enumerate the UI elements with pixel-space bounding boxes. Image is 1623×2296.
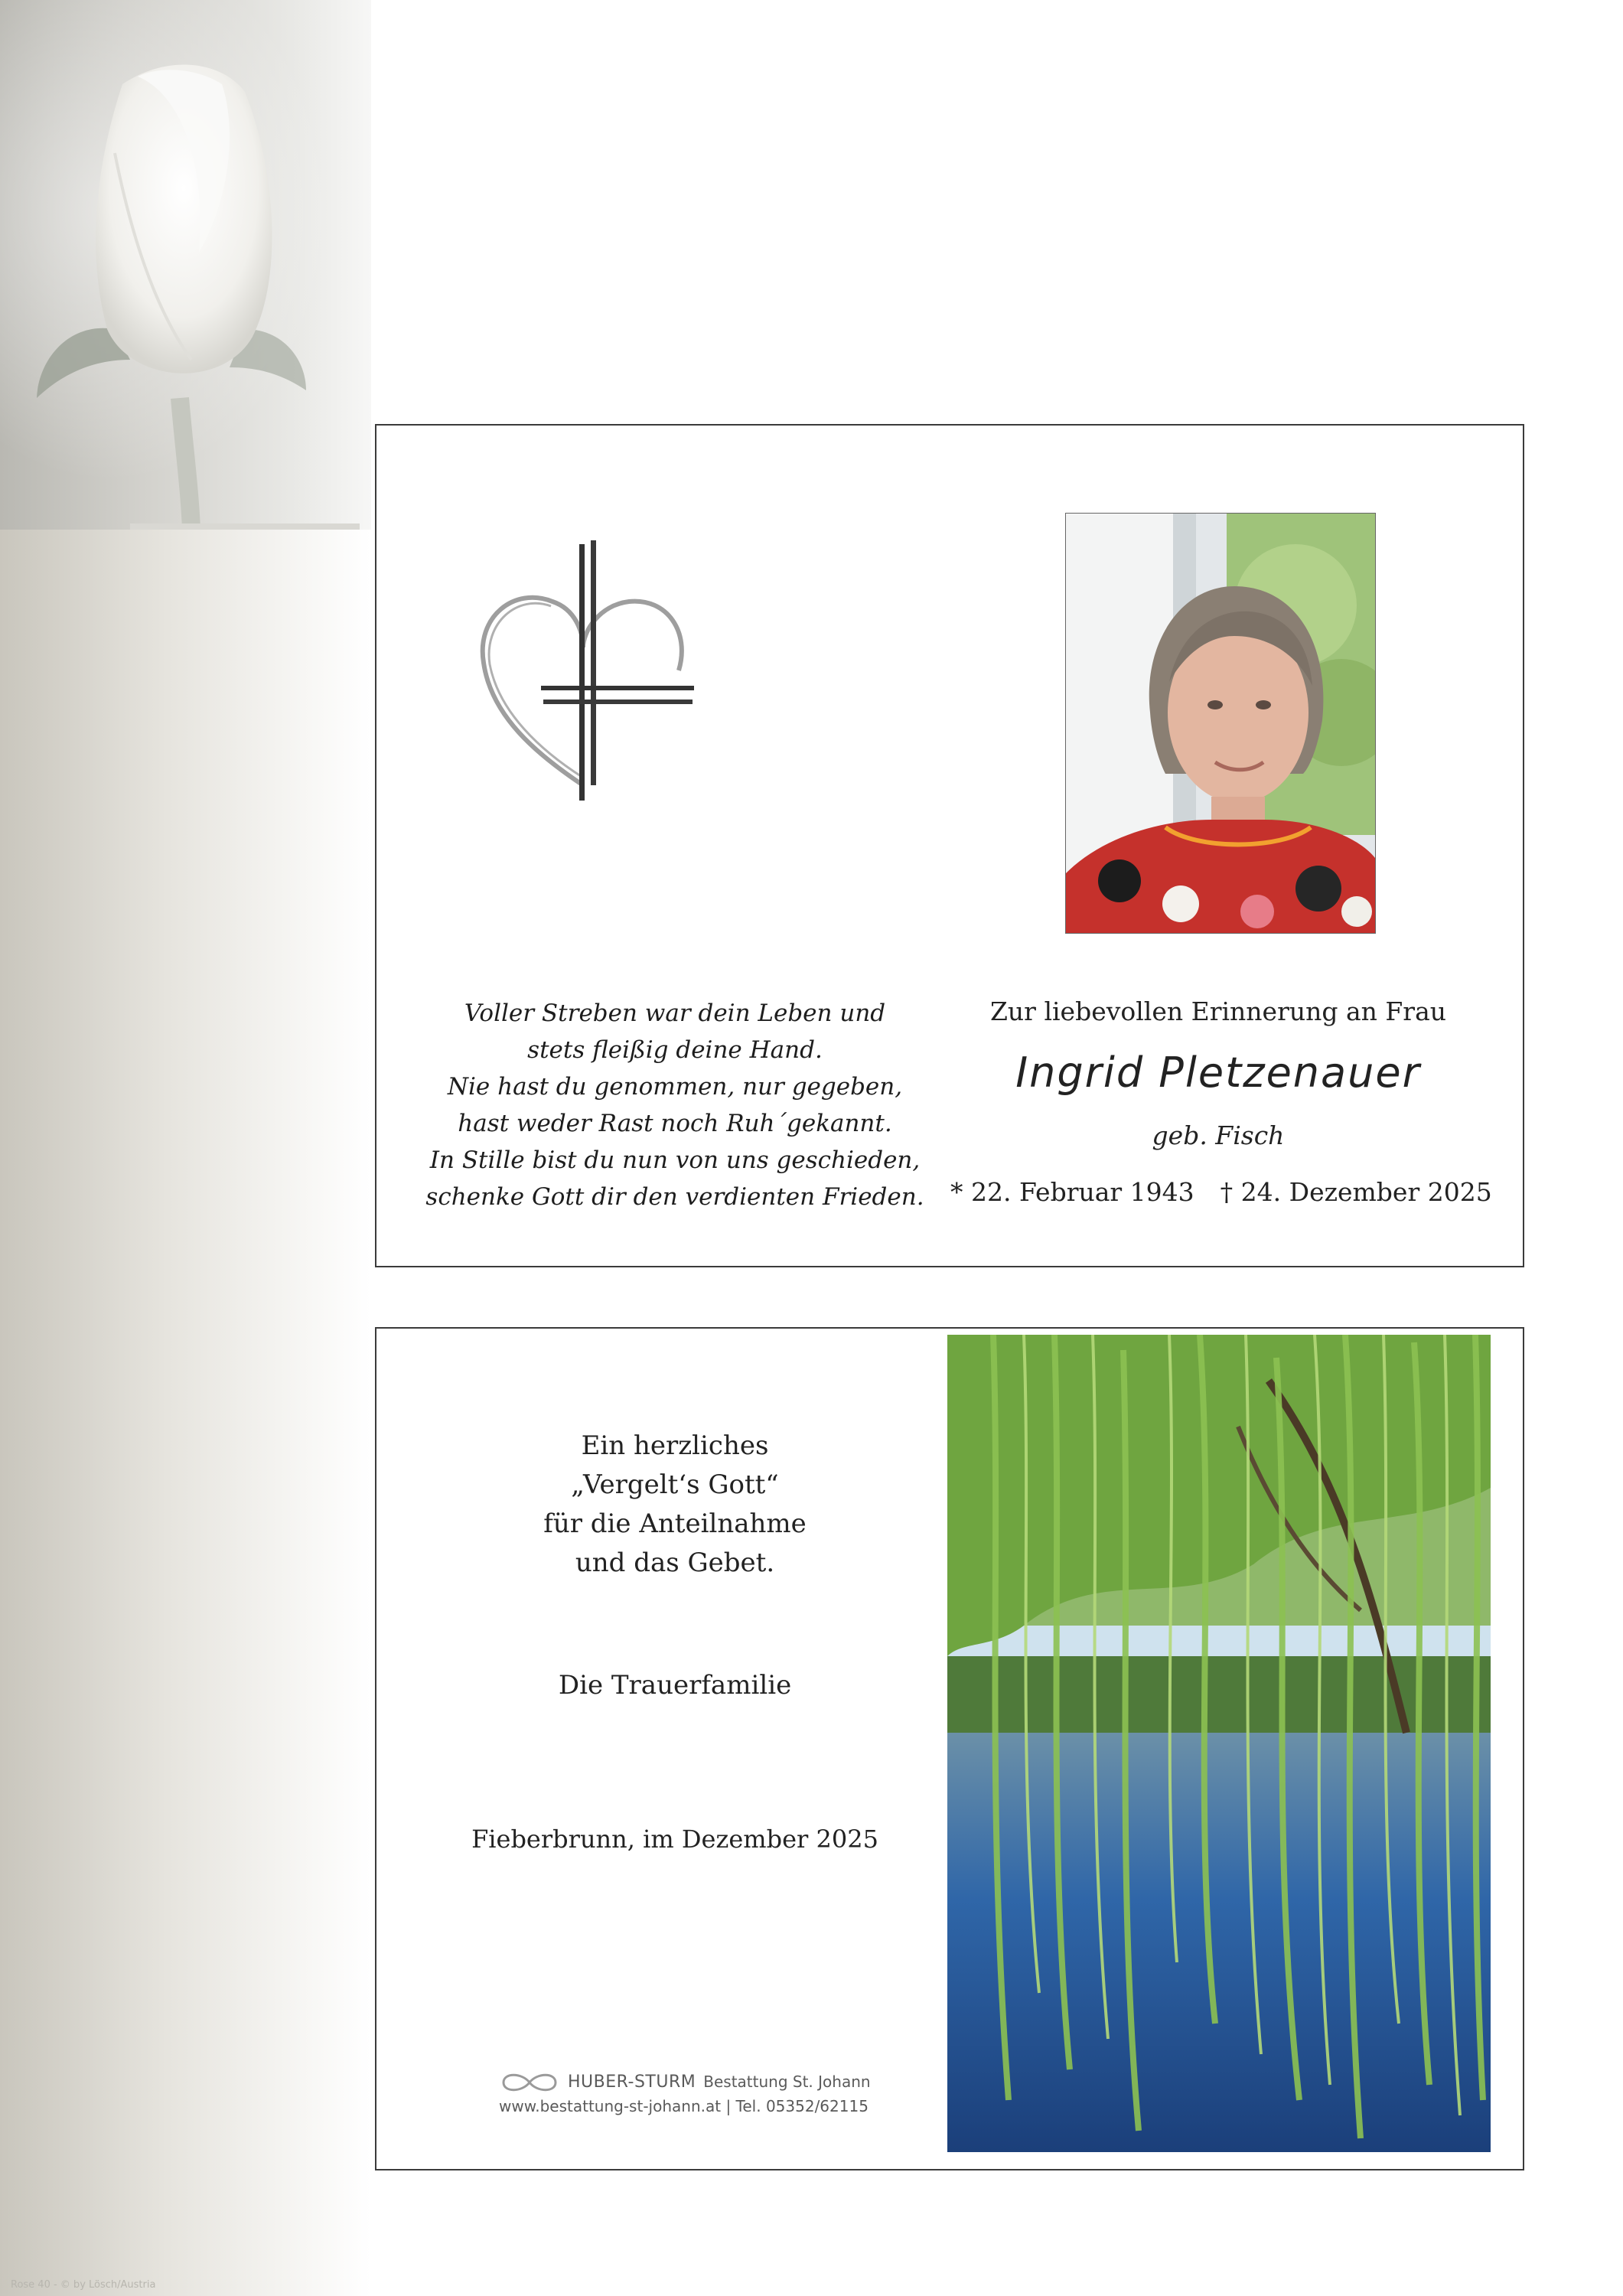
- thanks-message: [422, 1427, 927, 1583]
- poem-line: In Stille bist du nun von uns geschieden,: [429, 1146, 921, 1174]
- thanks-line: Ein herzliches: [581, 1430, 769, 1461]
- white-rose-image: [0, 0, 371, 530]
- rose-icon: [0, 0, 371, 530]
- separator: |: [725, 2097, 732, 2115]
- deceased-name: Ingrid Pletzenauer: [1015, 1049, 1421, 1097]
- poem-line: stets fleißig deine Hand.: [527, 1036, 823, 1064]
- thanks-line: „Vergelt‘s Gott“: [571, 1469, 779, 1500]
- poem-line: Voller Streben war dein Leben und: [464, 1000, 886, 1027]
- funeral-home-phone: Tel. 05352/62115: [735, 2097, 869, 2115]
- death-date: † 24. Dezember 2025: [1220, 1177, 1492, 1207]
- heart-cross-icon: [468, 533, 698, 808]
- funeral-home-subtitle: Bestattung St. Johann: [703, 2073, 871, 2091]
- portrait-photo: [1065, 513, 1376, 934]
- funeral-home-website: www.bestattung-st-johann.at: [499, 2097, 722, 2115]
- memorial-intro: Zur liebevollen Erinnerung an Frau: [990, 996, 1446, 1026]
- mourning-family: Die Trauerfamilie: [558, 1670, 792, 1701]
- poem-line: hast weder Rast noch Ruh´gekannt.: [458, 1110, 892, 1137]
- birth-date: * 22. Februar 1943: [950, 1177, 1194, 1207]
- image-credit: Rose 40 - © by Lösch/Austria: [11, 2279, 156, 2291]
- funeral-home-brand: HUBER-STURM: [568, 2073, 696, 2092]
- birth-name: geb. Fisch: [1152, 1120, 1285, 1150]
- thanks-card: [375, 1327, 1524, 2170]
- place-date: Fieberbrunn, im Dezember 2025: [471, 1825, 878, 1854]
- thanks-line: für die Anteilnahme: [543, 1508, 807, 1539]
- life-dates: [950, 1177, 1492, 1207]
- poem-line: Nie hast du genommen, nur gegeben,: [447, 1073, 903, 1101]
- infinity-logo-icon: [499, 2071, 560, 2094]
- memorial-card: [375, 424, 1524, 1267]
- memorial-poem: [422, 995, 927, 1215]
- willow-lake-photo: [947, 1335, 1491, 2152]
- poem-line: schenke Gott dir den verdienten Frieden.: [425, 1183, 924, 1211]
- thanks-line: und das Gebet.: [575, 1548, 775, 1578]
